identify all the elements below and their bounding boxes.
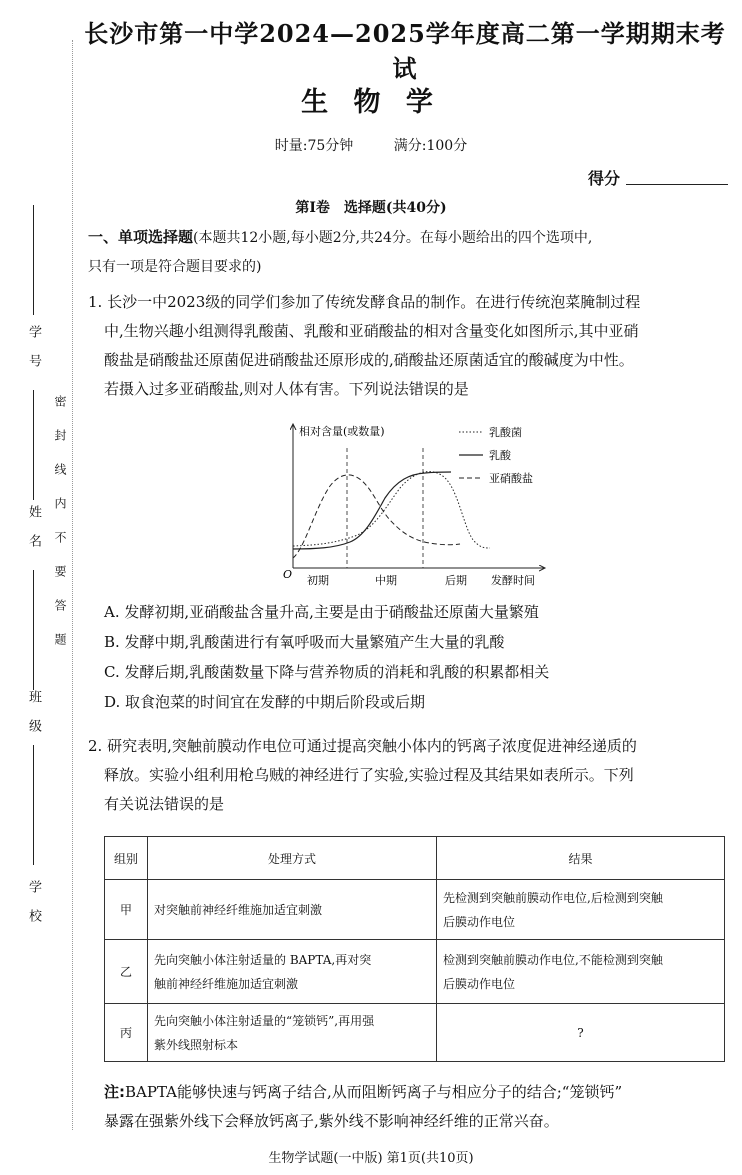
treatment-text: 对突触前神经纤维施加适宜刺激 [154,903,323,917]
cell-group: 甲 [105,880,148,940]
result-text-2: 后膜动作电位 [443,914,516,929]
series-nitrite [293,475,460,558]
q1-options [104,597,729,717]
x-axis-label: 发酵时间 [491,574,535,587]
q2-line-3: 有关说法错误的是 [104,795,225,813]
q1-option-b[interactable]: B. 发酵中期,乳酸菌进行有氧呼吸而大量繁殖产生大量的乳酸 [104,633,505,651]
note-label: 注: [104,1083,125,1101]
part-one-heading: 一、单项选择题 [88,228,194,246]
header-group: 组别 [105,837,148,880]
section-title: 第Ⅰ卷 选择题(共40分) [295,200,447,216]
q1-line-3: 酸盐是硝酸盐还原菌促进硝酸盐还原形成的,硝酸盐还原菌适宜的酸碱度为中性。 [104,351,634,369]
cell-treatment [148,880,437,940]
name-label: 姓名 [26,505,41,563]
score-label: 得分 [588,169,621,188]
table-row [105,880,725,940]
result-text-1: 先检测到突触前膜动作电位,后检测到突触 [443,890,663,905]
q1-line-1: 1. 长沙一中2023级的同学们参加了传统发酵食品的制作。在进行传统泡菜腌制过程 [88,293,641,311]
table-header-row [105,837,725,880]
header-treatment: 处理方式 [148,837,437,880]
time-limit: 时量:75分钟 [274,138,354,154]
experiment-table [104,836,725,1062]
series-lactobacillus [293,472,490,548]
score-blank [626,184,728,185]
legend-lactic-acid: 乳酸 [489,449,511,462]
treatment-text-1: 先向突触小体注射适量的“笼锁钙”,再用强 [154,1013,375,1028]
part-one-instruction [88,223,733,282]
instruction-line-2: 只有一项是符合题目要求的) [88,259,262,275]
q2-line-1: 2. 研究表明,突触前膜动作电位可通过提高突触小体内的钙离子浓度促进神经递质的 [88,737,637,755]
treatment-text-2: 触前神经纤维施加适宜刺激 [154,976,299,991]
series-lactic-acid [293,472,451,549]
cell-result: ? [437,1004,725,1062]
note-line-1: BAPTA能够快速与钙离子结合,从而阻断钙离子与相应分子的结合;“笼锁钙” [125,1083,623,1101]
legend-nitrite: 亚硝酸盐 [489,472,533,485]
x-tick-middle: 中期 [375,574,397,587]
cell-result [437,880,725,940]
student-no-label: 学号 [26,325,41,383]
question-2-stem [88,732,733,819]
cell-treatment [148,940,437,1004]
name-blank [33,390,34,500]
header-result: 结果 [437,837,725,880]
class-label: 班级 [26,690,41,748]
q1-option-a[interactable]: A. 发酵初期,亚硝酸盐含量升高,主要是由于硝酸盐还原菌大量繁殖 [104,603,539,621]
q1-option-d[interactable]: D. 取食泡菜的时间宜在发酵的中期后阶段或后期 [104,693,426,711]
school-label: 学校 [26,880,41,938]
instruction-line-1: (本题共12小题,每小题2分,共24分。在每小题给出的四个选项中, [193,230,593,246]
student-no-blank [33,205,34,315]
subject-title: 生 物 学 [301,87,441,118]
treatment-text-2: 紫外线照射标本 [154,1037,239,1052]
origin-label: O [283,568,293,581]
school-blank [33,745,34,865]
cell-result [437,940,725,1004]
q1-line-4: 若摄入过多亚硝酸盐,则对人体有害。下列说法错误的是 [104,380,469,398]
exam-info [0,135,742,155]
legend-lactobacillus: 乳酸菌 [489,426,522,439]
x-tick-late: 后期 [445,574,467,587]
treatment-text-1: 先向突触小体注射适量的 BAPTA,再对突 [154,952,372,967]
class-blank [33,570,34,690]
cell-group: 丙 [105,1004,148,1062]
y-axis-label: 相对含量(或数量) [299,425,385,438]
table-row [105,1004,725,1062]
exam-title: 长沙市第一中学2024—2025学年度高二第一学期期末考试 [84,19,726,83]
table-row [105,940,725,1004]
seal-notice: 密封线内不要答题 [53,395,67,667]
q2-note [104,1078,734,1136]
full-score: 满分:100分 [393,138,468,154]
question-1-stem [88,288,733,404]
page-footer: 生物学试题(一中版) 第1页(共10页) [268,1151,474,1166]
cell-treatment [148,1004,437,1062]
cell-group: 乙 [105,940,148,1004]
fermentation-chart [275,418,575,590]
q1-option-c[interactable]: C. 发酵后期,乳酸菌数量下降与营养物质的消耗和乳酸的积累都相关 [104,663,550,681]
x-tick-early: 初期 [307,574,329,587]
q2-line-2: 释放。实验小组利用枪乌贼的神经进行了实验,实验过程及其结果如表所示。下列 [104,766,634,784]
q1-line-2: 中,生物兴趣小组测得乳酸菌、乳酸和亚硝酸盐的相对含量变化如图所示,其中亚硝 [104,322,639,340]
result-text-2: 后膜动作电位 [443,976,516,991]
note-line-2: 暴露在强紫外线下会释放钙离子,紫外线不影响神经纤维的正常兴奋。 [104,1112,559,1130]
result-text-1: 检测到突触前膜动作电位,不能检测到突触 [443,952,663,967]
